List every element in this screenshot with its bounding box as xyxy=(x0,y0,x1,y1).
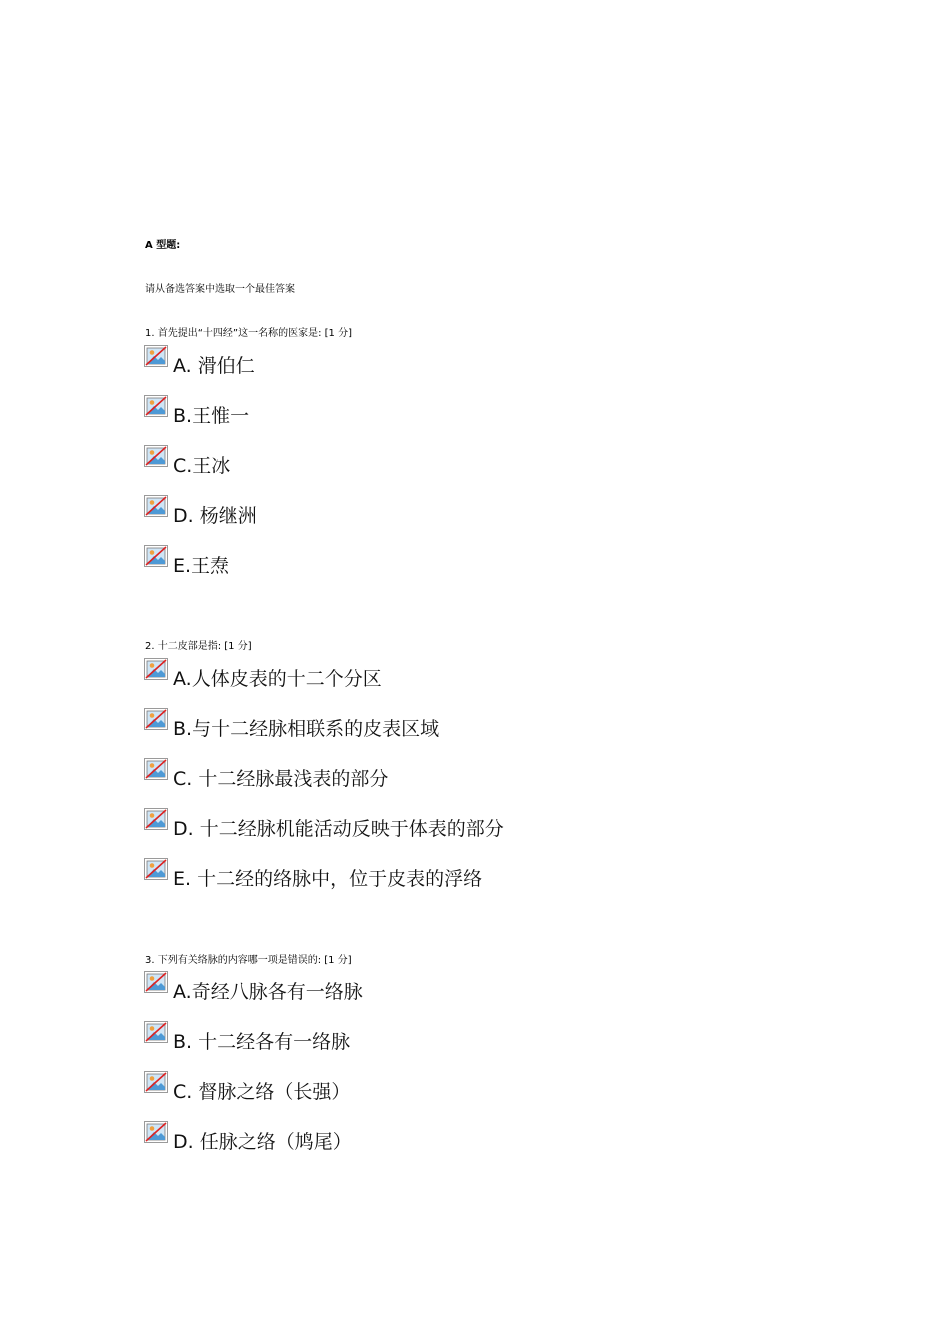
option-label: C. 督脉之络（长强） xyxy=(173,1081,351,1103)
broken-image-icon xyxy=(144,495,168,517)
question-2-stem: 2. 十二皮部是指: [1 分] xyxy=(145,641,252,652)
question-2-option-a[interactable] xyxy=(144,658,744,692)
broken-image-icon xyxy=(144,545,168,567)
option-label: D. 杨继洲 xyxy=(173,505,257,527)
question-2-option-e[interactable] xyxy=(144,858,744,892)
instruction-text: 请从备选答案中选取一个最佳答案 xyxy=(145,284,295,295)
broken-image-icon xyxy=(144,395,168,417)
option-label: A.奇经八脉各有一络脉 xyxy=(173,981,363,1003)
broken-image-icon xyxy=(144,345,168,367)
question-1-option-a[interactable] xyxy=(144,345,744,379)
question-1-stem: 1. 首先提出“十四经”这一名称的医家是: [1 分] xyxy=(145,328,352,339)
option-label: C.王冰 xyxy=(173,455,231,477)
option-label: E. 十二经的络脉中，位于皮表的浮络 xyxy=(173,868,483,890)
option-label: C. 十二经脉最浅表的部分 xyxy=(173,768,389,790)
broken-image-icon xyxy=(144,971,168,993)
broken-image-icon xyxy=(144,1071,168,1093)
broken-image-icon xyxy=(144,858,168,880)
option-label: D. 十二经脉机能活动反映于体表的部分 xyxy=(173,818,504,840)
broken-image-icon xyxy=(144,758,168,780)
broken-image-icon xyxy=(144,658,168,680)
option-label: E.王焘 xyxy=(173,555,230,577)
question-3-stem: 3. 下列有关络脉的内容哪一项是错误的: [1 分] xyxy=(145,955,352,966)
option-label: B. 十二经各有一络脉 xyxy=(173,1031,351,1053)
option-label: D. 任脉之络（鸠尾） xyxy=(173,1131,352,1153)
broken-image-icon xyxy=(144,808,168,830)
question-1-option-d[interactable] xyxy=(144,495,744,529)
question-1-option-c[interactable] xyxy=(144,445,744,479)
question-2-option-d[interactable] xyxy=(144,808,744,842)
option-label: B.与十二经脉相联系的皮表区域 xyxy=(173,718,440,740)
question-3-option-a[interactable] xyxy=(144,971,744,1005)
question-3-option-c[interactable] xyxy=(144,1071,744,1105)
question-3-option-b[interactable] xyxy=(144,1021,744,1055)
option-label: A. 滑伯仁 xyxy=(173,355,255,377)
question-2-option-b[interactable] xyxy=(144,708,744,742)
broken-image-icon xyxy=(144,1021,168,1043)
question-2-option-c[interactable] xyxy=(144,758,744,792)
option-label: B.王惟一 xyxy=(173,405,250,427)
broken-image-icon xyxy=(144,445,168,467)
question-3-option-d[interactable] xyxy=(144,1121,744,1155)
broken-image-icon xyxy=(144,708,168,730)
question-1-option-b[interactable] xyxy=(144,395,744,429)
option-label: A.人体皮表的十二个分区 xyxy=(173,668,382,690)
broken-image-icon xyxy=(144,1121,168,1143)
question-1-option-e[interactable] xyxy=(144,545,744,579)
section-title: A 型题: xyxy=(145,240,181,251)
